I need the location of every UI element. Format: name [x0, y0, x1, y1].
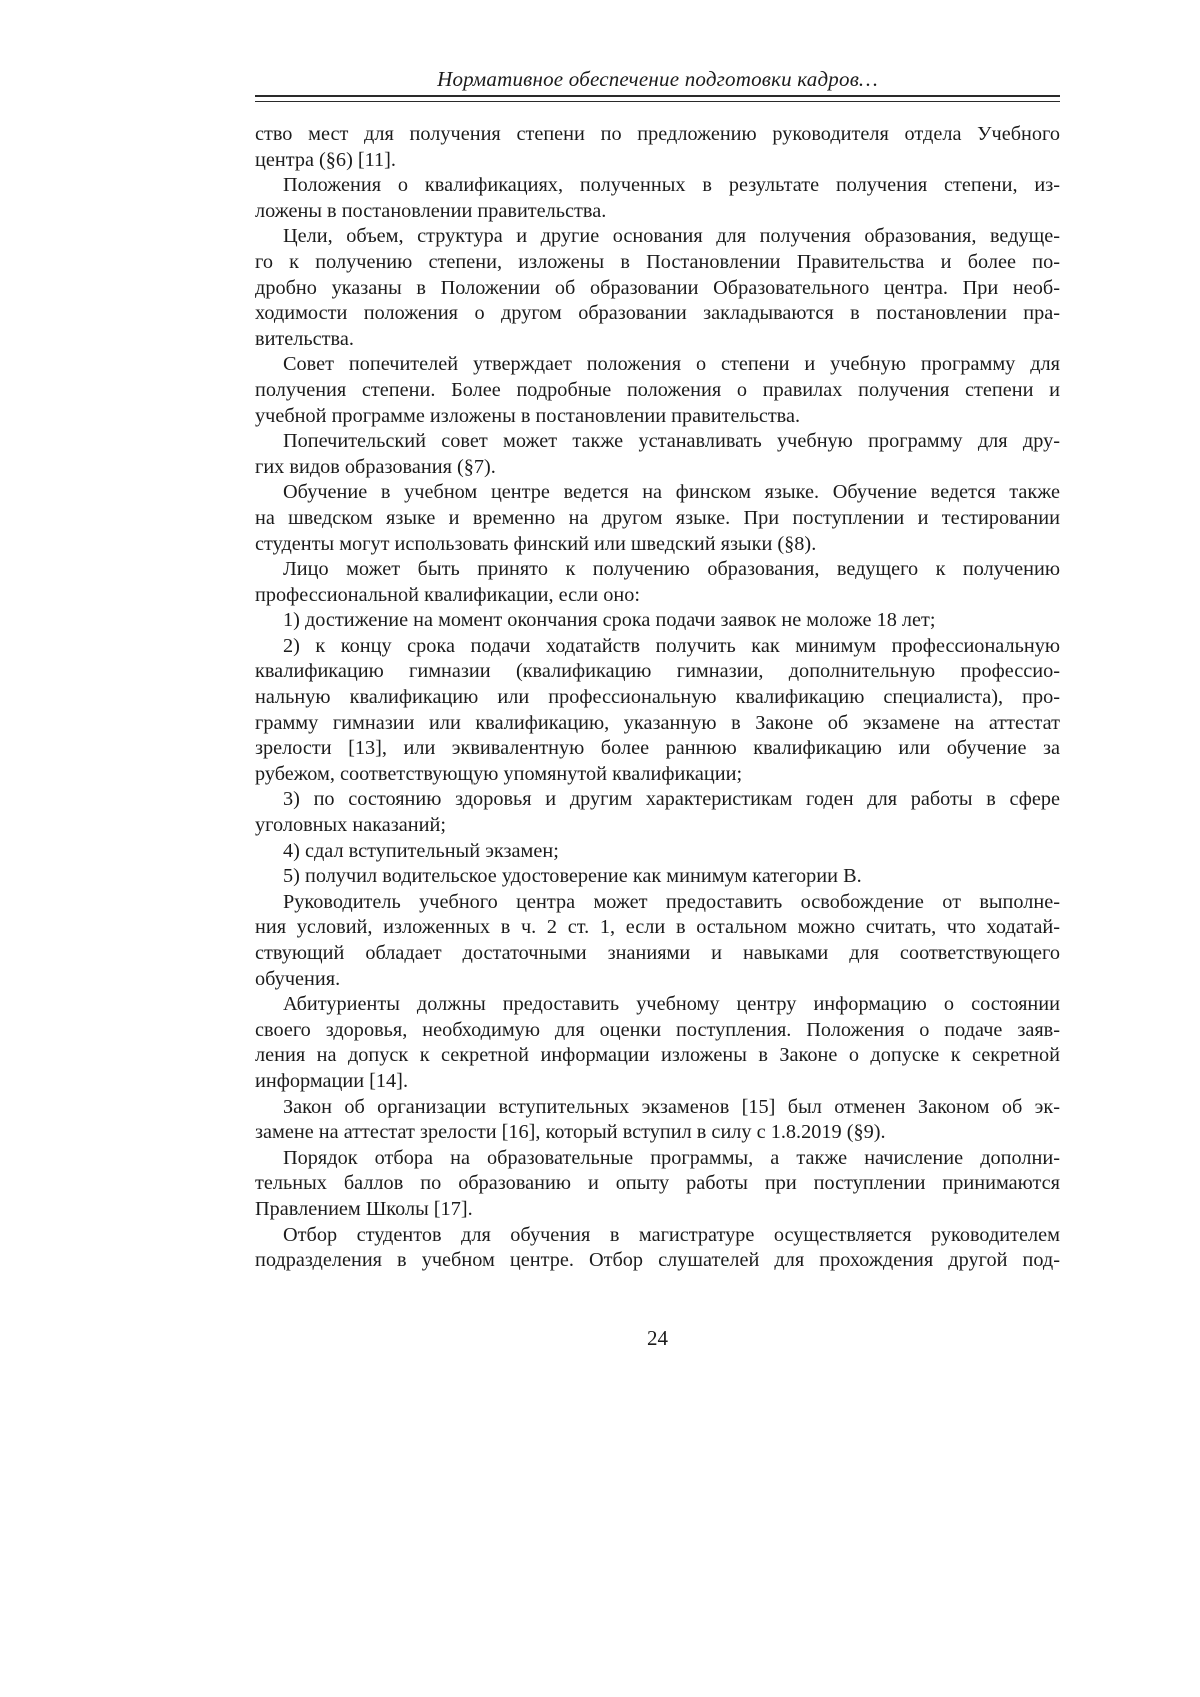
- text-line: Руководитель учебного центра может предоставить освобождение от выполне-: [283, 890, 1060, 913]
- text-line: своего здоровья, необходимую для оценки поступления. Положения о подаче заяв-: [255, 1018, 1060, 1041]
- text-line: го к получению степени, изложены в Постановлении Правительства и более по-: [255, 250, 1060, 273]
- text-line: замене на аттестат зрелости [16], который вступил в силу с 1.8.2019 (§9).: [255, 1121, 886, 1144]
- text-line: Совет попечителей утверждает положения о степени и учебную программу для: [283, 353, 1060, 376]
- text-line: Закон об организации вступительных экзаменов [15] был отменен Законом об эк-: [283, 1095, 1060, 1118]
- text-line: 4) сдал вступительный экзамен;: [283, 839, 559, 862]
- text-line: обучения.: [255, 967, 341, 990]
- page-header: [255, 66, 1060, 102]
- header-rule: [255, 95, 1060, 102]
- text-line: информации [14].: [255, 1069, 409, 1092]
- text-line: студенты могут использовать финский или шведский языки (§8).: [255, 532, 817, 555]
- text-line: ство мест для получения степени по предложению руководителя отдела Учебного: [255, 123, 1060, 145]
- text-line: Абитуриенты должны предоставить учебному центру информацию о состоянии: [283, 993, 1060, 1016]
- text-line: квалификацию гимназии (квалификацию гимназии, дополнительную профессио-: [255, 660, 1060, 683]
- text-line: ния условий, изложенных в ч. 2 ст. 1, если в остальном можно считать, что ходатай-: [255, 916, 1060, 939]
- text-line: уголовных наказаний;: [255, 814, 446, 837]
- text-line: рубежом, соответствующую упомянутой квалификации;: [255, 762, 743, 785]
- text-line: ходимости положения о другом образовании закладываются в постановлении пра-: [255, 302, 1060, 325]
- text-line: ления на допуск к секретной информации изложены в Законе о допуске к секретной: [255, 1044, 1060, 1067]
- text-line: тельных баллов по образованию и опыту работы при поступлении принимаются: [255, 1172, 1060, 1195]
- text-line: учебной программе изложены в постановлении правительства.: [255, 404, 801, 427]
- text-line: Порядок отбора на образовательные программы, а также начисление дополни-: [283, 1146, 1060, 1169]
- text-line: Положения о квалификациях, полученных в результате получения степени, из-: [283, 174, 1060, 197]
- text-line: профессиональной квалификации, если оно:: [255, 583, 640, 606]
- page-number: 24: [647, 1326, 668, 1350]
- body-text: [255, 122, 1060, 1274]
- text-line: ствующий обладает достаточными знаниями и навыками для соответствующего: [255, 942, 1060, 964]
- text-line: Лицо может быть принято к получению образования, ведущего к получению: [283, 558, 1060, 581]
- text-line: гих видов образования (§7).: [255, 455, 496, 478]
- text-line: на шведском языке и временно на другом языке. При поступлении и тестировании: [255, 506, 1060, 529]
- text-line: Правлением Школы [17].: [255, 1197, 473, 1220]
- text-line: получения степени. Более подробные положения о правилах получения степени и: [255, 378, 1060, 401]
- text-line: ложены в постановлении правительства.: [255, 199, 607, 222]
- text-line: грамму гимназии или квалификацию, указанную в Законе об экзамене на аттестат: [255, 711, 1060, 734]
- text-line: вительства.: [255, 327, 354, 350]
- text-line: 5) получил водительское удостоверение как минимум категории В.: [283, 865, 862, 888]
- text-line: 1) достижение на момент окончания срока подачи заявок не моложе 18 лет;: [283, 609, 936, 632]
- text-line: зрелости [13], или эквивалентную более раннюю квалификацию или обучение за: [255, 737, 1060, 760]
- text-line: нальную квалификацию или профессиональную квалификацию специалиста), про-: [255, 686, 1060, 709]
- text-line: подразделения в учебном центре. Отбор слушателей для прохождения другой под-: [255, 1249, 1060, 1272]
- text-line: центра (§6) [11].: [255, 148, 396, 171]
- text-line: Обучение в учебном центре ведется на финском языке. Обучение ведется также: [283, 481, 1060, 504]
- text-line: дробно указаны в Положении об образовании Образовательного центра. При необ-: [255, 276, 1060, 299]
- text-line: 3) по состоянию здоровья и другим характеристикам годен для работы в сфере: [283, 788, 1060, 811]
- text-line: Попечительский совет может также устанавливать учебную программу для дру-: [283, 430, 1060, 453]
- running-head-title: Нормативное обеспечение подготовки кадров…: [437, 67, 878, 91]
- text-line: 2) к концу срока подачи ходатайств получить как минимум профессиональную: [283, 634, 1060, 657]
- text-line: Цели, объем, структура и другие основания для получения образования, ведуще-: [283, 225, 1060, 248]
- text-line: Отбор студентов для обучения в магистратуре осуществляется руководителем: [283, 1223, 1060, 1246]
